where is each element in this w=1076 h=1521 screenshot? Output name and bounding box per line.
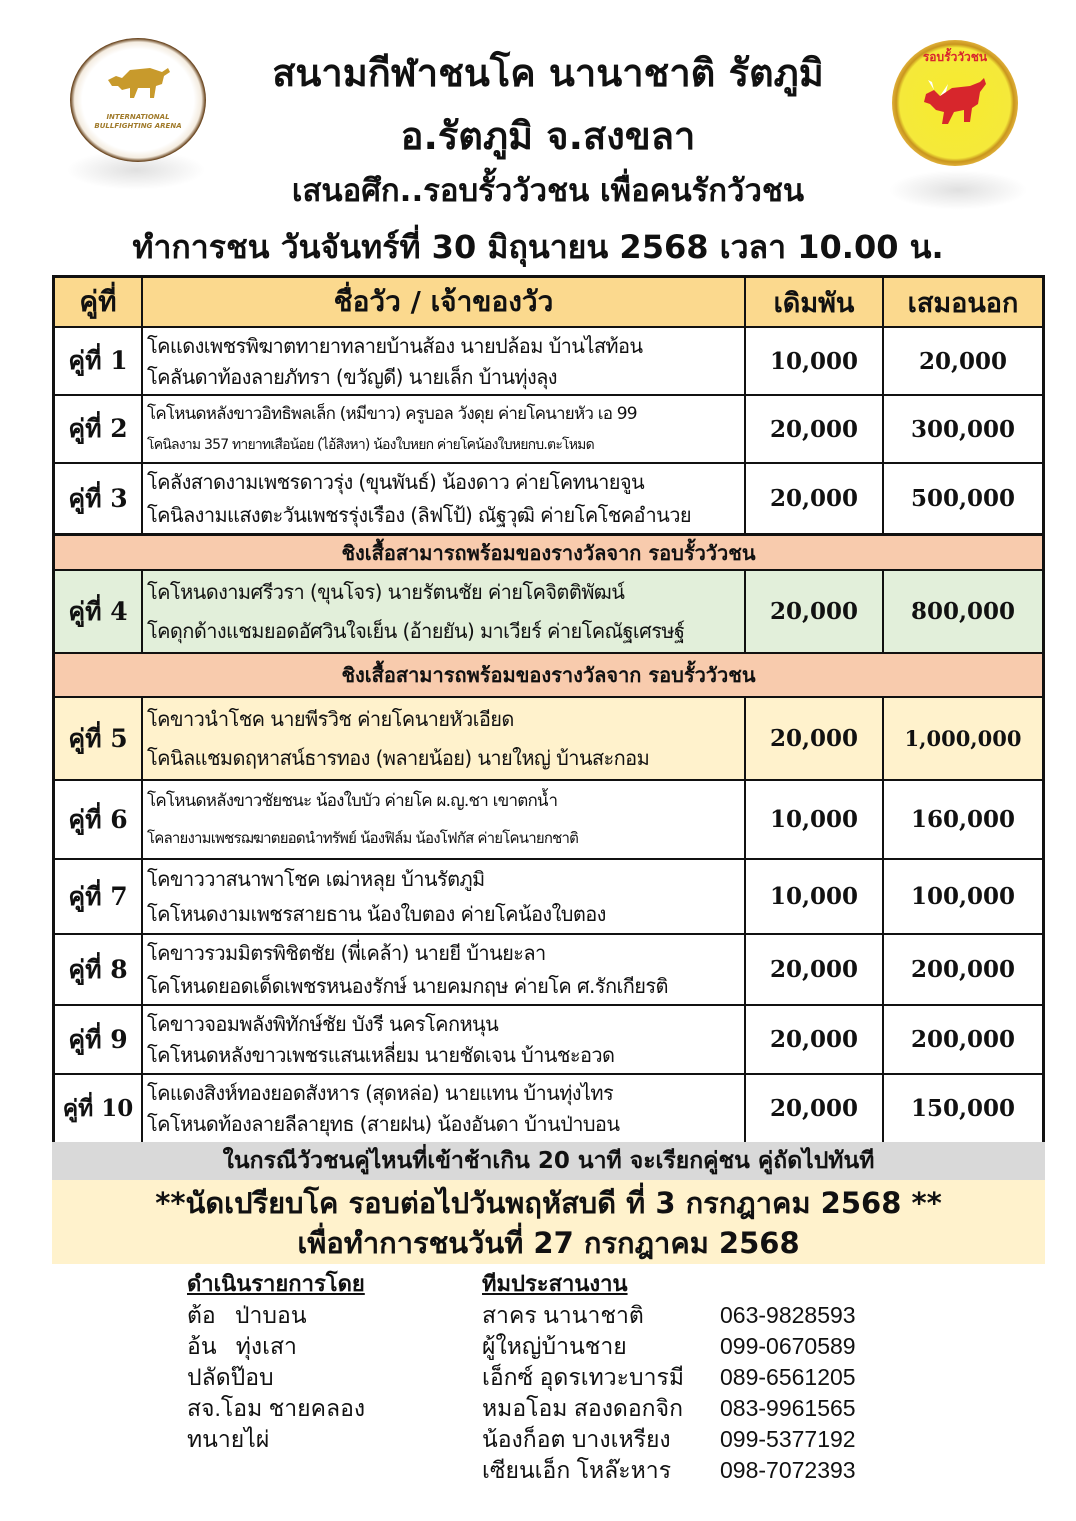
bull-names (143, 935, 746, 1004)
draw-amount: 200,000 (910, 1026, 1016, 1053)
bull-1: โคโหนดหลังขาวชัยชนะ น้องใบบัว ค่ายโค ผ.ญ.ชา เขาตกน้ำ (147, 791, 558, 812)
coordinator-name: น้องก็อต บางเหรียง (482, 1426, 671, 1452)
prize-section-banner: ชิงเสื้อสามารถพร้อมของรางวัลจาก รอบรั้ววัวชน (55, 533, 1042, 571)
col-name-header: ชื่อวัว / เจ้าของวัว (143, 278, 746, 326)
pair-number: คู่ที่ 9 (55, 1006, 143, 1073)
coordinator-row (482, 1362, 856, 1393)
organizer-name: ปลัดป๊อบ (187, 1364, 274, 1390)
coordinator-name: เซียนเอ็ก โหล๊ะหาร (482, 1457, 672, 1483)
table-header (55, 278, 1042, 328)
draw-amount: 300,000 (910, 415, 1016, 443)
col-bet-header: เดิมพัน (746, 278, 884, 326)
pair-number: คู่ที่ 6 (55, 781, 143, 858)
draw-amount: 1,000,000 (904, 726, 1022, 751)
table-row (55, 464, 1042, 533)
bet-amount: 10,000 (746, 328, 884, 394)
coordinators-list (482, 1268, 856, 1486)
coordinator-row (482, 1455, 856, 1486)
table-row (55, 396, 1042, 464)
bet-amount: 10,000 (746, 860, 884, 933)
pair-number: คู่ที่ 10 (55, 1075, 143, 1142)
pair-number: คู่ที่ 5 (55, 698, 143, 779)
bull-names (143, 698, 746, 779)
col-pair-header: คู่ที่ (55, 278, 143, 326)
roprua-logo-text: รอบรั้ววัวชน (922, 50, 988, 64)
pair-number: คู่ที่ 2 (55, 396, 143, 462)
draw-amount: 160,000 (910, 806, 1016, 833)
coordinators-heading: ทีมประสานงาน (482, 1271, 628, 1296)
coordinator-phone: 098-7072393 (720, 1457, 856, 1483)
bet-amount: 20,000 (746, 698, 884, 779)
draw-amount: 150,000 (910, 1095, 1016, 1122)
bull-names (143, 571, 746, 652)
coordinator-name: เอ็กซ์ อุดรเทวะบารมี (482, 1364, 685, 1390)
bull-1: โคแดงสิงห์ทองยอดสังหาร (สุดหล่อ) นายแทน บ้านทุ่งไทร (147, 1080, 614, 1105)
bet-amount: 20,000 (746, 571, 884, 652)
bet-amount: 20,000 (746, 1006, 884, 1073)
pair-number: คู่ที่ 3 (55, 464, 143, 533)
table-row (55, 860, 1042, 935)
draw-amount: 800,000 (910, 598, 1016, 625)
bull-names (143, 1006, 746, 1073)
bull-1: โคขาวนำโชค นายพีรวิช ค่ายโคนายหัวเอียด (147, 707, 514, 732)
table-row (55, 328, 1042, 396)
bull-1: โคโหนดหลังขาวอิทธิพลเล็ก (หมีขาว) ครูบอล วังดุย ค่ายโคนายหัว เอ 99 (147, 403, 637, 424)
draw-amount: 100,000 (910, 883, 1016, 910)
organizer-name: อ้น ทุ่งเสา (187, 1333, 297, 1359)
coordinator-row (482, 1331, 856, 1362)
bull-2: โคลายงามเพชรฌฆาตยอดนำทรัพย์ น้องฟิล์ม น้องโฟกัส ค่ายโคนายกชาติ (147, 828, 579, 847)
bull-2: โคลันดาท้องลายภัทรา (ขวัญดี) นายเล็ก บ้านทุ่งลุง (147, 364, 557, 389)
bull-1: โคขาวรวมมิตรพิชิตชัย (พี่เคล้า) นายยี บ้านยะลา (147, 941, 546, 966)
bull-1: โคลังสาดงามเพชรดาวรุ่ง (ขุนพันธ์) น้องดาว ค่ายโคทนายจูน (147, 470, 645, 495)
arena-logo-text: INTERNATIONAL BULLFIGHTING ARENA (94, 113, 182, 130)
draw-amount: 500,000 (910, 485, 1016, 512)
table-row (55, 1075, 1042, 1142)
bull-2: โคโหนดงามเพชรสายธาน น้องใบตอง ค่ายโคน้องใบตอง (147, 901, 606, 926)
event-subtitle: เสนอศึก..รอบรั้ววัวชน เพื่อคนรักวัวชน (291, 173, 805, 209)
bet-amount: 20,000 (746, 396, 884, 462)
bull-1: โคแดงเพชรพิฆาตทายาทลายบ้านส้อง นายปล้อม บ้านไสท้อน (147, 333, 643, 358)
pair-number: คู่ที่ 7 (55, 860, 143, 933)
coordinator-name: หมอโอม สองดอกจิก (482, 1395, 684, 1421)
organizers-list (187, 1268, 365, 1455)
bull-2: โคดุกด้างแชมยอดอัศวินใจเย็น (อ้ายยัน) มาเวียร์ ค่ายโคณัฐเศรษฐ์ (147, 618, 685, 643)
bull-1: โคขาวจอมพลังพิทักษ์ชัย บังรี นครโคกหนุน (147, 1011, 499, 1036)
bet-amount: 10,000 (746, 781, 884, 858)
bull-2: โคนิลงามแสงตะวันเพชรรุ่งเรือง (ลิฟโป้) ณัฐวุฒิ ค่ายโคโชคอำนวย (147, 502, 691, 527)
coordinator-phone: 099-5377192 (720, 1426, 856, 1452)
coordinator-name: ผู้ใหญ่บ้านชาย (482, 1333, 627, 1359)
organizer-name: ต้อ ป่าบอน (187, 1302, 307, 1328)
bull-2: โคนิลแชมดฤหาสน์ธารทอง (พลายน้อย) นายใหญ่ บ้านสะกอม (147, 745, 650, 770)
bull-names (143, 860, 746, 933)
next-round-notice (52, 1180, 1045, 1264)
bull-names (143, 1075, 746, 1142)
draw-amount: 200,000 (910, 956, 1016, 983)
draw-amount: 20,000 (918, 347, 1008, 375)
pair-number: คู่ที่ 1 (55, 328, 143, 394)
organizers-heading: ดำเนินรายการโดย (187, 1271, 365, 1296)
bull-1: โคโหนดงามศรีวรา (ขุนโจร) นายรัตนชัย ค่ายโคจิตติพัฒน์ (147, 580, 625, 605)
table-row (55, 781, 1042, 860)
bull-names (143, 781, 746, 858)
coordinator-row (482, 1393, 856, 1424)
bull-2: โคโหนดท้องลายลีลายุทธ (สายฝน) น้องอันดา บ้านป่าบอน (147, 1112, 620, 1137)
coordinator-row (482, 1300, 856, 1331)
event-datetime: ทำการชน วันจันทร์ที่ 30 มิถุนายน 2568 เวลา 10.00 น. (132, 228, 944, 266)
bull-names (143, 396, 746, 462)
table-row (55, 698, 1042, 781)
location-title: อ.รัตภูมิ จ.สงขลา (400, 114, 696, 158)
bet-amount: 20,000 (746, 1075, 884, 1142)
bull-2: โคนิลงาม 357 ทายาทเสือน้อย (ไอ้สิงหา) น้องใบหยก ค่ายโคน้องใบหยกบ.ตะโหมด (147, 436, 594, 453)
bet-amount: 20,000 (746, 935, 884, 1004)
table-row (55, 1006, 1042, 1075)
coordinator-phone: 089-6561205 (720, 1364, 856, 1390)
next-round-line1: **นัดเปรียบโค รอบต่อไปวันพฤหัสบดี ที่ 3 กรกฎาคม 2568 ** (155, 1186, 942, 1220)
organizer-name: ทนายไผ่ (187, 1426, 270, 1452)
fight-table (52, 275, 1045, 1145)
bet-amount: 20,000 (746, 464, 884, 533)
pair-number: คู่ที่ 4 (55, 571, 143, 652)
late-arrival-rule: ในกรณีวัวชนคู่ไหนที่เข้าช้าเกิน 20 นาที จะเรียกคู่ชน คู่ถัดไปทันที (52, 1142, 1045, 1180)
bull-names (143, 328, 746, 394)
coordinator-phone: 063-9828593 (720, 1302, 856, 1328)
coordinator-phone: 083-9961565 (720, 1395, 856, 1421)
table-row (55, 571, 1042, 654)
col-draw-header: เสมอนอก (907, 287, 1019, 319)
next-round-line2: เพื่อทำการชนวันที่ 27 กรกฎาคม 2568 (297, 1226, 800, 1260)
bull-1: โคขาววาสนาพาโชค เฒ่าหลุย บ้านรัตภูมิ (147, 867, 485, 892)
page-title: สนามกีฬาชนโค นานาชาติ รัตภูมิ (272, 51, 824, 95)
coordinator-phone: 099-0670589 (720, 1333, 856, 1359)
bull-2: โคโหนดยอดเด็ดเพชรหนองรักษ์ นายคมกฤษ ค่ายโค ศ.รักเกียรติ (147, 973, 668, 998)
pair-number: คู่ที่ 8 (55, 935, 143, 1004)
coordinator-name: สาคร นานาชาติ (482, 1302, 644, 1328)
prize-section-banner: ชิงเสื้อสามารถพร้อมของรางวัลจาก รอบรั้ววัวชน (55, 654, 1042, 698)
organizer-name: สจ.โอม ชายคลอง (187, 1395, 366, 1421)
bull-names (143, 464, 746, 533)
bull-2: โคโหนดหลังขาวเพชรแสนเหลี่ยม นายชัดเจน บ้านชะอวด (147, 1043, 615, 1068)
table-row (55, 935, 1042, 1006)
coordinator-row (482, 1424, 856, 1455)
